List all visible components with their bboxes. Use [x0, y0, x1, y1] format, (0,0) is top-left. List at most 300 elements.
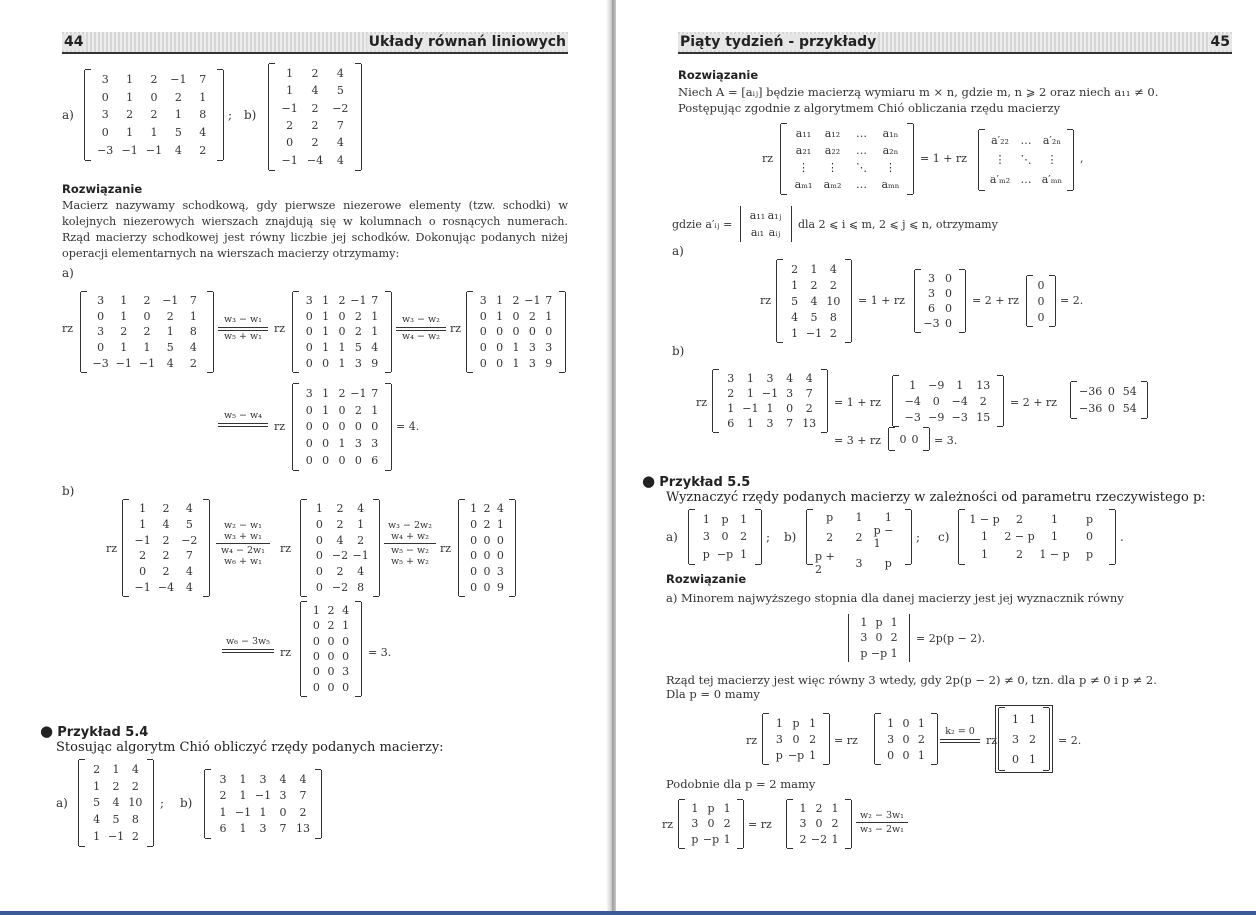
matrix-cell: 10	[826, 294, 841, 308]
p0-text: Dla p = 0 mamy	[666, 687, 760, 701]
matrix-cell: 4	[786, 372, 794, 385]
op-top: w₃ − w₂	[402, 314, 440, 325]
rz-label: rz	[440, 542, 452, 555]
matrix-cell: 3	[928, 287, 935, 300]
matrix-cell: 1	[1029, 752, 1036, 766]
matrix-cell: 0	[945, 287, 952, 300]
matrix-cell: aᵢ₁	[750, 226, 765, 239]
matrix-cell: 1	[496, 294, 504, 308]
matrix-cell: 3	[305, 294, 313, 308]
matrix-cell: 1	[723, 832, 731, 846]
matrix-cell: 0	[305, 454, 313, 468]
matrix-cell: 5	[174, 126, 182, 140]
matrix-cell: 2	[1016, 513, 1023, 527]
matrix-cell: 2	[162, 549, 170, 563]
left-page	[0, 0, 608, 915]
matrix-cell: 2	[120, 325, 128, 339]
matrix-cell: 2	[357, 533, 365, 547]
matrix-cell: 1	[312, 604, 320, 618]
matrix-cell: 4	[185, 502, 193, 516]
matrix-grid	[93, 71, 215, 159]
matrix-cell: 0	[101, 126, 109, 140]
matrix-cell: 0	[139, 564, 147, 578]
matrix-cell: −1	[352, 549, 369, 563]
eq: = 3.	[934, 434, 958, 447]
matrix-cell: 0	[312, 619, 320, 633]
matrix-cell: 4	[189, 341, 197, 355]
matrix	[1070, 382, 1148, 418]
matrix-cell: 0	[470, 549, 478, 563]
matrix-cell: 1	[890, 616, 898, 630]
matrix-grid	[467, 501, 507, 595]
eq: = rz	[834, 734, 858, 747]
matrix	[1026, 276, 1056, 326]
matrix	[300, 602, 362, 696]
matrix-cell: 0	[1086, 530, 1093, 544]
matrix-cell: 2	[162, 502, 170, 516]
matrix-grid	[815, 511, 903, 576]
matrix-cell: 7	[371, 386, 379, 400]
matrix-cell: 0	[342, 634, 350, 648]
matrix	[678, 800, 744, 848]
matrix-cell: 1	[1029, 712, 1036, 726]
matrix-cell: a₁ₙ	[882, 127, 899, 140]
example-5-4	[40, 722, 148, 740]
matrix-cell: p	[702, 547, 710, 561]
matrix-cell: a₂ₙ	[882, 144, 899, 157]
matrix-cell: 1	[357, 517, 365, 531]
matrix	[776, 260, 852, 342]
matrix-cell: ⋱	[856, 161, 867, 174]
matrix-cell: 1	[342, 619, 350, 633]
matrix-cell: 0	[945, 272, 952, 285]
matrix-cell: 1 − p	[969, 513, 1000, 527]
matrix-cell: 0	[338, 420, 346, 434]
op-4: w₅ + w₂	[391, 556, 429, 567]
matrix-cell: 6	[928, 302, 935, 315]
intro-line-1: Niech A = [aᵢⱼ] będzie macierzą wymiaru m × n, gdzie m, n ⩾ 2 oraz niech a₁₁ ≠ 0.	[678, 85, 1159, 99]
matrix-cell: 0	[721, 530, 729, 544]
matrix-cell: 1	[338, 341, 346, 355]
matrix-cell: 0	[496, 549, 504, 563]
matrix-cell: 2	[112, 779, 120, 793]
part-b-label: b)	[62, 484, 75, 498]
matrix-cell: 2	[143, 294, 151, 308]
matrix-cell: 0	[479, 341, 487, 355]
matrix-cell: …	[856, 178, 867, 191]
part-a-label: a)	[672, 244, 684, 258]
matrix-cell: 1	[219, 805, 227, 819]
eq: = 3 + rz	[834, 434, 881, 447]
matrix-cell: ⋮	[798, 161, 809, 174]
matrix-cell: 0	[338, 454, 346, 468]
rz-label: rz	[762, 152, 774, 165]
matrix-cell: −1	[350, 294, 367, 308]
matrix	[712, 370, 828, 432]
matrix-cell: 0	[327, 665, 335, 679]
matrix-cell: 3	[887, 732, 895, 746]
matrix-cell: p	[721, 513, 729, 527]
matrix-cell: 2	[199, 143, 207, 157]
matrix-cell: 3	[479, 294, 487, 308]
matrix-cell: 0	[786, 402, 794, 415]
matrix-cell: 5	[112, 813, 120, 827]
matrix-cell: −1	[170, 73, 187, 87]
matrix-cell: 1	[1012, 712, 1019, 726]
matrix-cell: 2	[338, 386, 346, 400]
label-b: b)	[244, 108, 257, 122]
matrix-cell: 1	[496, 309, 504, 323]
matrix-cell: −1	[350, 386, 367, 400]
matrix-cell: 3	[528, 356, 536, 370]
matrix-cell: 2	[139, 549, 147, 563]
matrix-cell: 2	[890, 631, 898, 645]
op-3: w₄ − 2w₁	[221, 545, 265, 556]
op-top: w₃ − w₁	[224, 314, 262, 325]
matrix-cell: 1	[150, 126, 158, 140]
matrix-cell: p + 2	[815, 550, 835, 576]
matrix-cell: 7	[371, 294, 379, 308]
matrix-cell: 4	[336, 67, 344, 81]
matrix-cell: −1	[145, 143, 163, 157]
matrix-cell: 0	[1107, 385, 1115, 398]
matrix-cell: 2	[727, 387, 735, 400]
matrix-cell: 0	[902, 748, 910, 762]
matrix-cell: 1	[1051, 513, 1058, 527]
matrix-cell: 1	[545, 309, 553, 323]
matrix-cell: 0	[470, 517, 478, 531]
matrix-cell: 1	[259, 805, 267, 819]
matrix-grid	[687, 801, 735, 847]
matrix-cell: 1	[371, 325, 379, 339]
matrix-cell: 3	[928, 272, 935, 285]
matrix-cell: 3	[855, 556, 863, 570]
matrix-grid	[901, 377, 995, 425]
matrix	[78, 760, 154, 846]
matrix	[80, 292, 214, 372]
gdzie-rest: dla 2 ⩽ i ⩽ m, 2 ⩽ j ⩽ n, otrzymamy	[798, 218, 998, 231]
matrix-cell: 3	[496, 564, 504, 578]
matrix-cell: 0	[322, 356, 330, 370]
op-line	[222, 649, 274, 653]
matrix-cell: 4	[829, 262, 837, 276]
matrix-grid	[89, 293, 205, 371]
matrix-cell: 6	[371, 454, 379, 468]
matrix-cell: 1	[740, 513, 748, 527]
matrix-cell: 2	[336, 502, 344, 516]
matrix-cell: 0	[545, 325, 553, 339]
matrix-cell: aₘ₁	[794, 178, 813, 191]
matrix-cell: 4	[357, 502, 365, 516]
rz-label: rz	[62, 322, 74, 335]
matrix-cell: ⋮	[994, 153, 1006, 167]
det-eq: = 2p(p − 2).	[916, 632, 986, 645]
matrix-grid	[749, 207, 783, 241]
matrix-cell: 1	[322, 309, 330, 323]
matrix-cell: 1	[809, 716, 817, 730]
matrix-cell: 2	[338, 294, 346, 308]
matrix-cell: 2	[826, 530, 834, 544]
op-line	[940, 739, 980, 743]
matrix-cell: −p	[716, 547, 734, 561]
matrix-cell: p − 1	[873, 524, 894, 550]
matrix-cell: 1	[981, 530, 988, 544]
minor-text: a) Minorem najwyższego stopnia dla danej macierzy jest jej wyznacznik równy	[666, 591, 1124, 605]
matrix-cell: −1	[134, 580, 151, 594]
matrix-cell: 0	[305, 325, 313, 339]
matrix-cell: 4	[93, 813, 101, 827]
matrix-cell: 6	[219, 822, 227, 836]
matrix-cell: 2	[286, 119, 294, 133]
matrix-cell: −4	[157, 580, 175, 594]
matrix-cell: −3	[97, 143, 114, 157]
matrix-cell: 0	[496, 341, 504, 355]
matrix-cell: 3	[786, 387, 794, 400]
matrix-cell: 1	[126, 126, 134, 140]
bullet-icon: ●	[642, 472, 656, 490]
matrix-cell: p	[1085, 513, 1094, 527]
matrix-cell: 0	[143, 309, 151, 323]
matrix-cell: −1	[138, 356, 156, 370]
matrix-cell: −4	[904, 394, 921, 408]
matrix-cell: 0	[327, 650, 335, 664]
matrix-cell: 4	[299, 772, 307, 786]
separator: ;	[916, 530, 921, 544]
matrix-cell: 0	[512, 309, 520, 323]
eq: = 2.	[1060, 294, 1084, 307]
matrix-cell: 4	[166, 356, 174, 370]
label-a: a)	[62, 108, 74, 122]
matrix-cell: 4	[371, 341, 379, 355]
result-b: = 3.	[368, 646, 392, 659]
matrix-grid	[785, 261, 843, 341]
matrix	[762, 714, 830, 764]
matrix-cell: 2	[311, 67, 319, 81]
example-title: Przykład 5.4	[57, 725, 149, 740]
page-number-left: 44	[64, 34, 84, 50]
matrix-cell: 3	[219, 772, 227, 786]
matrix-cell: 1	[702, 513, 710, 527]
solution-heading-2: Rozwiązanie	[666, 572, 747, 586]
matrix-cell: 1	[512, 356, 520, 370]
matrix-cell: −p	[870, 646, 888, 660]
running-head-left: Układy równań liniowych	[368, 34, 566, 50]
matrix-cell: 1	[799, 802, 807, 816]
matrix-cell: 7	[336, 119, 344, 133]
matrix	[978, 130, 1074, 190]
rz-label: rz	[274, 420, 286, 433]
matrix-cell: 1	[917, 716, 925, 730]
matrix-cell: 0	[902, 732, 910, 746]
matrix-cell: 1	[120, 309, 128, 323]
matrix-cell: ⋮	[827, 161, 838, 174]
matrix-cell: 1	[120, 341, 128, 355]
matrix-cell: 0	[902, 716, 910, 730]
matrix-cell: 3	[97, 325, 105, 339]
matrix-cell: 13	[296, 822, 310, 836]
matrix-cell: 2	[829, 278, 837, 292]
matrix-cell: 2	[512, 294, 520, 308]
gdzie-text: gdzie a′ᵢⱼ =	[672, 218, 733, 231]
matrix-cell: 2	[855, 530, 863, 544]
matrix-cell: 7	[279, 822, 287, 836]
matrix-cell: 3	[727, 372, 735, 385]
matrix-cell: −2	[810, 832, 828, 846]
matrix-cell: 3	[691, 817, 699, 831]
matrix-cell: −1	[524, 294, 541, 308]
matrix-cell: 1	[890, 646, 898, 660]
matrix-cell: 0	[305, 341, 313, 355]
matrix-cell: 1	[338, 356, 346, 370]
matrix-cell: −1	[805, 326, 823, 340]
matrix-cell: 2	[162, 564, 170, 578]
matrix-cell: 2	[219, 789, 227, 803]
op-top: w₅ − w₄	[224, 410, 262, 421]
p2-text: Podobnie dla p = 2 mamy	[666, 777, 816, 791]
op-2: w₄ + w₂	[391, 531, 429, 542]
matrix-cell: −1	[281, 101, 298, 115]
matrix-cell: 2	[805, 402, 813, 415]
matrix-cell: 0	[327, 634, 335, 648]
matrix-cell: 1	[239, 822, 247, 836]
matrix-grid	[697, 511, 753, 563]
matrix-grid	[883, 715, 929, 763]
matrix-cell: 4	[805, 372, 813, 385]
matrix-cell: 0	[97, 309, 105, 323]
matrix-cell: 0	[483, 564, 491, 578]
eq: = rz	[748, 818, 772, 831]
matrix-cell: 1	[981, 547, 988, 561]
rz-label: rz	[986, 734, 998, 747]
matrix-cell: 1	[766, 402, 774, 415]
matrix	[780, 124, 914, 194]
matrix-cell: −p	[702, 832, 720, 846]
matrix-cell: 1	[189, 309, 197, 323]
matrix-cell: 0	[707, 817, 715, 831]
matrix-cell: 1	[338, 437, 346, 451]
matrix-cell: 0	[496, 533, 504, 547]
matrix-cell: −2	[331, 549, 349, 563]
label-c: c)	[938, 530, 950, 544]
matrix-cell: 0	[312, 665, 320, 679]
matrix-cell: 2	[1016, 547, 1023, 561]
matrix-cell: 54	[1122, 402, 1137, 415]
matrix-cell: 2	[150, 108, 158, 122]
matrix-cell: 0	[327, 680, 335, 694]
matrix-grid	[857, 615, 901, 661]
matrix-cell: 1	[371, 309, 379, 323]
op-top: w₆ − 3w₅	[226, 636, 270, 647]
matrix-cell: 0	[97, 341, 105, 355]
matrix	[84, 70, 224, 160]
matrix-cell: a₁₂	[824, 127, 841, 140]
rz-label: rz	[106, 542, 118, 555]
matrix-cell: −1	[121, 143, 138, 157]
matrix-cell: 1 − p	[1039, 547, 1070, 561]
matrix-cell: 0	[945, 302, 952, 315]
part-a-label: a)	[62, 266, 74, 280]
matrix-cell: 4	[185, 564, 193, 578]
matrix-cell: 4	[185, 580, 193, 594]
matrix-cell: 2	[311, 136, 319, 150]
matrix-cell: 1	[884, 511, 892, 524]
matrix-cell: 0	[483, 580, 491, 594]
matrix-cell: a′₂₂	[991, 134, 1009, 148]
matrix-cell: 1	[740, 547, 748, 561]
matrix-cell: 9	[496, 580, 504, 594]
matrix-grid	[309, 603, 353, 695]
matrix-cell: 3	[342, 665, 350, 679]
matrix-cell: a₁ⱼ	[767, 209, 782, 222]
matrix-cell: 2	[791, 262, 799, 276]
matrix-cell: 0	[528, 325, 536, 339]
matrix-cell: 0	[496, 325, 504, 339]
matrix-cell: 2	[311, 119, 319, 133]
op-bottom: w₃ − 2w₁	[860, 824, 904, 835]
matrix-cell: 0	[932, 394, 940, 408]
matrix	[122, 500, 210, 596]
matrix	[914, 270, 966, 332]
matrix-cell: 1	[315, 502, 323, 516]
matrix-cell: 2	[810, 278, 818, 292]
matrix-cell: 2	[740, 530, 748, 544]
matrix-cell: 0	[470, 580, 478, 594]
matrix-cell: 0	[371, 420, 379, 434]
matrix-cell: 10	[128, 796, 143, 810]
matrix	[458, 500, 516, 596]
matrix-cell: ⋮	[885, 161, 896, 174]
matrix-cell: …	[1020, 134, 1032, 148]
matrix-cell: 1	[239, 772, 247, 786]
matrix-cell: 3	[1012, 732, 1019, 746]
matrix-cell: 1	[286, 84, 294, 98]
matrix-cell: 1	[322, 325, 330, 339]
matrix-cell: 1	[199, 90, 207, 104]
column-op	[940, 726, 980, 743]
matrix-cell: 2	[174, 90, 182, 104]
matrix-cell: 0	[1037, 294, 1045, 308]
matrix-grid	[277, 65, 353, 169]
matrix	[204, 770, 322, 838]
part-b-label: b)	[672, 344, 685, 358]
matrix-cell: 2	[483, 517, 491, 531]
matrix-cell: 2	[829, 326, 837, 340]
matrix-cell: 0	[305, 420, 313, 434]
matrix-cell: −36	[1079, 402, 1103, 415]
dot: .	[1120, 530, 1124, 544]
matrix	[958, 510, 1116, 564]
matrix-cell: 3	[702, 530, 710, 544]
matrix-cell: 8	[357, 580, 365, 594]
matrix-cell: 7	[199, 73, 207, 87]
matrix-cell: 1	[322, 341, 330, 355]
matrix-cell: −3	[904, 410, 921, 424]
matrix-cell: 0	[312, 634, 320, 648]
determinant	[848, 614, 910, 662]
matrix	[998, 708, 1050, 770]
matrix-cell: 0	[312, 650, 320, 664]
matrix-cell: 1	[143, 341, 151, 355]
matrix-cell: aₘ₂	[823, 178, 842, 191]
rz-label: rz	[760, 294, 772, 307]
matrix-cell: 5	[810, 310, 818, 324]
example-title: Przykład 5.5	[659, 475, 751, 490]
matrix-cell: −1	[254, 789, 272, 803]
matrix-cell: 8	[199, 108, 207, 122]
matrix-cell: −1	[115, 356, 132, 370]
matrix-cell: 1	[860, 616, 868, 630]
row-ops	[218, 314, 268, 342]
